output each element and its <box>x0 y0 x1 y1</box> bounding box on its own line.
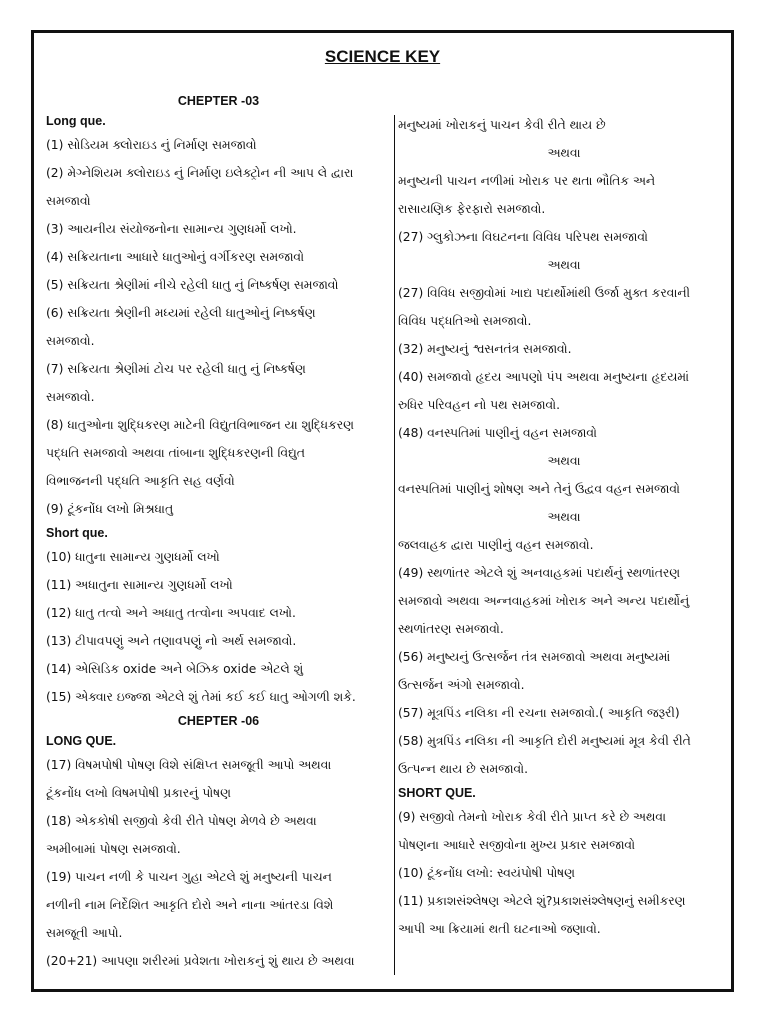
question-line: (18) એકકોષી સજીવો કેવી રીતે પોષણ મેળવે છે અથવા <box>46 814 317 828</box>
question-line: આપી આ ક્રિયામાં થતી ઘટનાઓ જણાવો. <box>398 922 601 936</box>
question-line: (9) સજીવો તેમનો ખોરાક કેવી રીતે પ્રાપ્ત કરે છે અથવા <box>398 810 666 824</box>
question-line: (17) વિષમપોષી પોષણ વિશે સંક્ષિપ્ત સમજૂતી આપો અથવા <box>46 758 332 772</box>
question-line: નળીની નામ નિર્દેશિત આકૃતિ દોરો અને નાના આંતરડા વિશે <box>46 898 334 912</box>
question-line: (40) સમજાવો હૃદય આપણો પંપ અથવા મનુષ્યના હૃદયમાં <box>398 370 689 384</box>
question-line: પદ્ધતિ સમજાવો અથવા તાંબાના શુદ્ધિકરણની વિદ્યુત <box>46 446 305 460</box>
question-line: વિવિધ પદ્ધતિઓ સમજાવો. <box>398 314 532 328</box>
question-line: (49) સ્થળાંતર એટલે શું અનવાહકમાં પદાર્થનું સ્થળાંતરણ <box>398 566 680 580</box>
question-line: વિભાજનની પદ્ધતિ આકૃતિ સહ વર્ણવો <box>46 474 235 488</box>
question-line: (58) મુત્રપિંડ નલિકા ની આકૃતિ દોરી મનુષ્યમાં મૂત્ર કેવી રીતે <box>398 734 691 748</box>
question-line: (11) પ્રકાશસંશ્લેષણ એટલે શું?પ્રકાશસંશ્લેષણનું સમીકરણ <box>398 894 686 908</box>
question-line: જલવાહક દ્વારા પાણીનું વહન સમજાવો. <box>398 538 594 552</box>
question-line: (20+21) આપણા શરીરમાં પ્રવેશતા ખોરાકનું શું થાય છે અથવા <box>46 954 355 968</box>
question-line: (15) એક્વાર ઇજ્જા એટલે શું તેમાં કઈ કઈ ધાતુ ઓગળી શકે. <box>46 690 356 704</box>
question-line: (11) અધાતુના સામાન્ય ગુણધર્મો લખો <box>46 578 233 592</box>
question-line: સમજાવો. <box>46 390 95 404</box>
page-title: SCIENCE KEY <box>324 47 441 66</box>
page-border <box>31 30 734 992</box>
question-line: (27) ગ્લુકોઝના વિઘટનના વિવિધ પરિપથ સમજાવો <box>398 230 648 244</box>
left-column <box>46 91 391 975</box>
question-line: (10) ધાતુના સામાન્ય ગુણધર્મો લખો <box>46 550 220 564</box>
chapter-heading: CHEPTER -06 <box>177 714 260 728</box>
question-line: સમજૂતી આપો. <box>46 926 123 940</box>
question-line: (10) ટૂંકનોંધ લખો: સ્વયંપોષી પોષણ <box>398 866 575 880</box>
question-line: (2) મેગ્નેશિયમ ક્લોરાઇડ નું નિર્માણ ઇલેક્ટ્રોન ની આપ લે દ્વારા <box>46 166 354 180</box>
question-line: (56) મનુષ્યનું ઉત્સર્જન તંત્ર સમજાવો અથવા મનુષ્યમાં <box>398 650 671 664</box>
column-divider <box>394 115 395 975</box>
question-line: ઉત્પન્ન થાય છે સમજાવો. <box>398 762 528 776</box>
section-heading: Short que. <box>46 526 108 540</box>
section-heading: Long que. <box>46 114 106 128</box>
question-line: (12) ધાતુ તત્વો અને અધાતુ તત્વોના અપવાદ લખો. <box>46 606 296 620</box>
question-line: (7) સક્રિયતા શ્રેણીમાં ટોચ પર રહેલી ધાતુ નું નિષ્કર્ષણ <box>46 362 306 376</box>
question-line: સમજાવો <box>46 194 91 208</box>
question-line: સ્થળાંતરણ સમજાવો. <box>398 622 504 636</box>
question-line: (57) મૂત્રપિંડ નલિકા ની રચના સમજાવો.( આકૃતિ જરૂરી) <box>398 706 680 720</box>
chapter-heading: CHEPTER -03 <box>177 94 260 108</box>
question-line: સમજાવો. <box>46 334 95 348</box>
question-line: સમજાવો અથવા અન્નવાહકમાં ખોરાક અને અન્ય પદાર્થોનું <box>398 594 690 608</box>
question-line: વનસ્પતિમાં પાણીનું શોષણ અને તેનું ઉદ્વવ વહન સમજાવો <box>398 482 680 496</box>
question-line: (27) વિવિધ સજીવોમાં ખાદ્ય પદાર્થોમાંથી ઉર્જા મુક્ત કરવાની <box>398 286 691 300</box>
question-line: (32) મનુષ્યનું શ્વસનતંત્ર સમજાવો. <box>398 342 572 356</box>
section-heading: SHORT QUE. <box>398 786 476 800</box>
question-line: અમીબામાં પોષણ સમજાવો. <box>46 842 181 856</box>
section-heading: LONG QUE. <box>46 734 117 748</box>
question-line: (5) સક્રિયતા શ્રેણીમાં નીચે રહેલી ધાતુ નું નિષ્કર્ષણ સમજાવો <box>46 278 339 292</box>
question-line: રુધિર પરિવહન નો પથ સમજાવો. <box>398 398 560 412</box>
or-separator: અથવા <box>547 258 581 272</box>
question-line: (48) વનસ્પતિમાં પાણીનું વહન સમજાવો <box>398 426 597 440</box>
question-line: રાસાયણિક ફેરફારો સમજાવો. <box>398 202 546 216</box>
question-line: (8) ધાતુઓના શુદ્ધિકરણ માટેની વિદ્યુતવિભાજન યા શુદ્ધિકરણ <box>46 418 354 432</box>
right-column <box>398 111 730 943</box>
or-separator: અથવા <box>547 146 581 160</box>
question-line: મનુષ્યમાં ખોરાકનું પાચન કેવી રીતે થાય છે <box>398 118 606 132</box>
question-line: (4) સક્રિયતાના આધારે ધાતુઓનું વર્ગીકરણ સમજાવો <box>46 250 305 264</box>
question-line: (13) ટીપાવપણું અને તણાવપણું નો અર્થ સમજાવો. <box>46 634 297 648</box>
question-line: પોષણના આધારે સજીવોના મુખ્ય પ્રકાર સમજાવો <box>398 838 636 852</box>
or-separator: અથવા <box>547 454 581 468</box>
question-line: (1) સોડિયમ ક્લોરાઇડ નું નિર્માણ સમજાવો <box>46 138 257 152</box>
question-line: મનુષ્યની પાચન નળીમાં ખોરાક પર થતા ભૌતિક અને <box>398 174 656 188</box>
question-line: ટૂંકનોંધ લખો વિષમપોષી પ્રકારનું પોષણ <box>46 786 231 800</box>
question-line: ઉત્સર્જન અંગો સમજાવો. <box>398 678 525 692</box>
question-line: (9) ટૂંકનોંધ લખો મિશ્રધાતુ <box>46 502 174 516</box>
question-line: (3) આયનીય સંયોજનોના સામાન્ય ગુણધર્મો લખો. <box>46 222 297 236</box>
question-line: (14) એસિડિક oxide અને બેઝિક oxide એટલે શું <box>46 662 304 676</box>
question-line: (6) સક્રિયતા શ્રેણીની મધ્યમાં રહેલી ધાતુઓનું નિષ્કર્ષણ <box>46 306 316 320</box>
question-line: (19) પાચન નળી કે પાચન ગુહા એટલે શું મનુષ્યની પાચન <box>46 870 332 884</box>
or-separator: અથવા <box>547 510 581 524</box>
